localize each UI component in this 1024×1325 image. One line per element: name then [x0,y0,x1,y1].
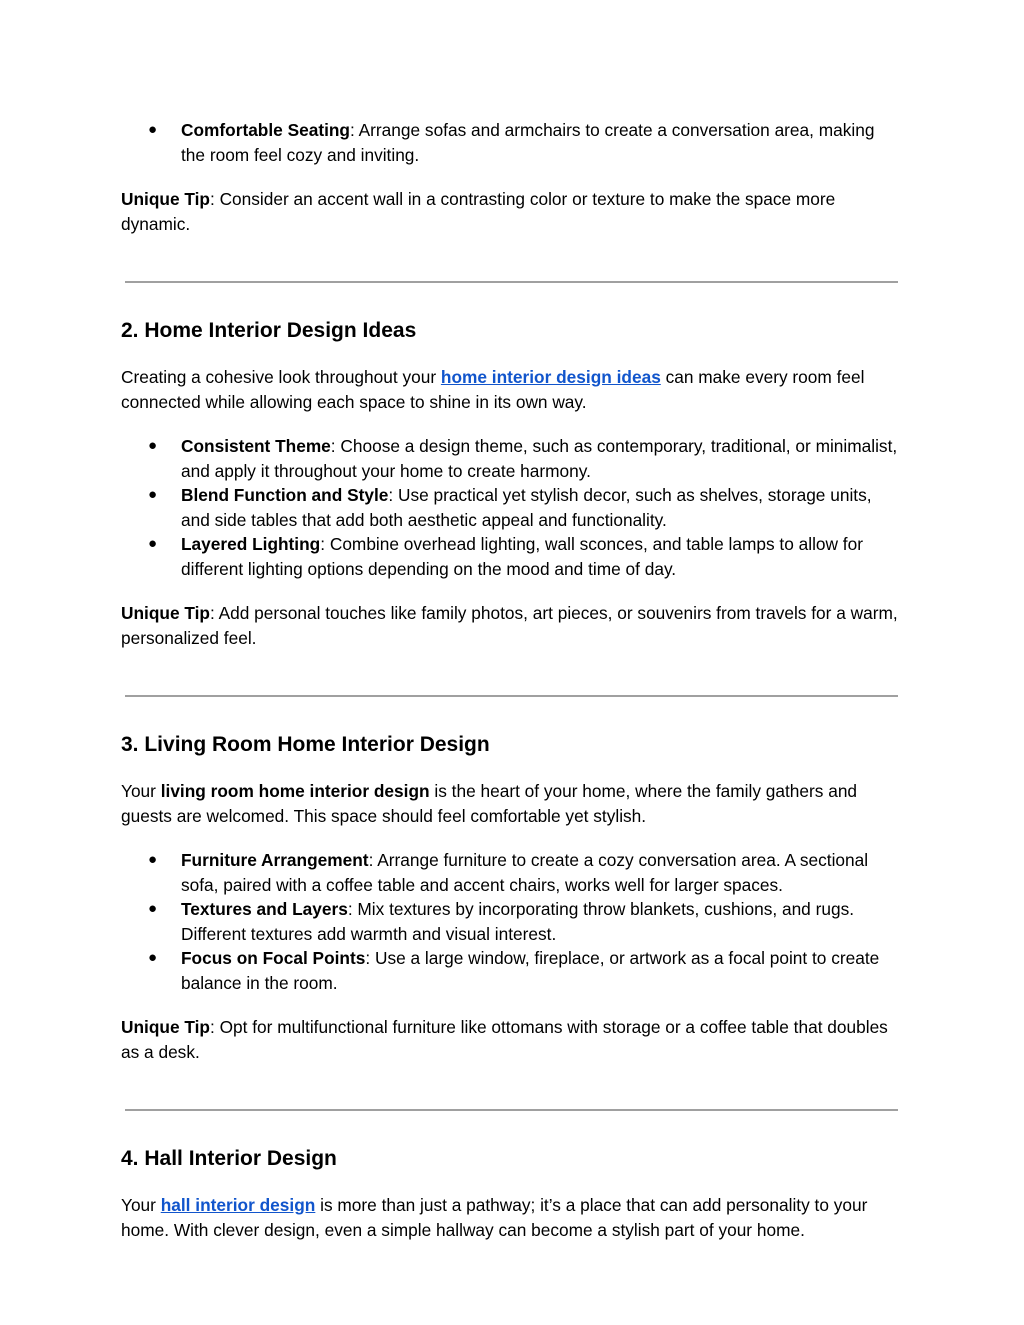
list-item-term: Textures and Layers [181,899,348,919]
tip-text: : Opt for multifunctional furniture like ottomans with storage or a coffee table that doubles as a desk. [121,1017,888,1062]
unique-tip [121,187,901,236]
list-item [121,848,901,897]
unique-tip [121,1015,901,1064]
list-item-text: : Mix textures by incorporating throw blankets, cushions, and rugs. Different textures add warmth and visual interest. [181,899,855,944]
section-paragraph [121,365,901,414]
section-paragraph [121,779,901,828]
list-item-text: : Arrange furniture to create a cozy conversation area. A sectional sofa, paired with a coffee table and accent chairs, works well for larger spaces. [181,850,869,895]
list-item-term: Focus on Focal Points [181,948,366,968]
list-item [121,897,901,946]
para-bold-text: living room home interior design [160,781,430,801]
list-item-term: Consistent Theme [181,436,331,456]
bullet-list [121,118,901,167]
para-text: is more than just a pathway; it’s a place that can add personality to your home. With clever design, even a simple hallway can become a stylish part of your home. [121,1195,868,1240]
hall-interior-design-link[interactable]: hall interior design [160,1195,316,1215]
tip-text: : Consider an accent wall in a contrasting color or texture to make the space more dynamic. [121,189,836,234]
para-text: can make every room feel connected while allowing each space to shine in its own way. [121,367,865,412]
tip-label: Unique Tip [121,603,210,623]
section-heading: 2. Home Interior Design Ideas [121,319,417,342]
tip-label: Unique Tip [121,1017,210,1037]
para-text: Your [121,781,161,801]
unique-tip [121,601,901,650]
bullet-list [121,434,901,581]
home-interior-design-ideas-link[interactable]: home interior design ideas [440,367,661,387]
list-item-text: : Use a large window, fireplace, or artwork as a focal point to create balance in the room. [181,948,880,993]
list-item-term: Comfortable Seating [181,120,350,140]
list-item [121,532,901,581]
bullet-list [121,848,901,995]
list-item-text: : Use practical yet stylish decor, such as shelves, storage units, and side tables that add both aesthetic appeal and functionality. [181,485,872,530]
list-item [121,434,901,483]
section-paragraph [121,1193,901,1242]
para-text: Your [121,1195,161,1215]
list-item-text: : Arrange sofas and armchairs to create a conversation area, making the room feel cozy and inviting. [181,120,875,165]
tip-label: Unique Tip [121,189,210,209]
list-item-text: : Combine overhead lighting, wall sconces, and table lamps to allow for different lighting options depending on the mood and time of day. [181,534,863,579]
list-item [121,118,901,167]
list-item-term: Furniture Arrangement [181,850,369,870]
section-heading: 4. Hall Interior Design [121,1147,337,1170]
para-text: Creating a cohesive look throughout your [121,367,441,387]
list-item-text: : Choose a design theme, such as contemporary, traditional, or minimalist, and apply it throughout your home to create harmony. [181,436,898,481]
list-item [121,946,901,995]
para-text: is the heart of your home, where the family gathers and guests are welcomed. This space should feel comfortable yet stylish. [121,781,858,826]
list-item-term: Layered Lighting [181,534,321,554]
list-item-term: Blend Function and Style [181,485,389,505]
document-page [121,118,901,1242]
list-item [121,483,901,532]
tip-text: : Add personal touches like family photos, art pieces, or souvenirs from travels for a warm, personalized feel. [121,603,898,648]
section-heading: 3. Living Room Home Interior Design [121,733,490,756]
